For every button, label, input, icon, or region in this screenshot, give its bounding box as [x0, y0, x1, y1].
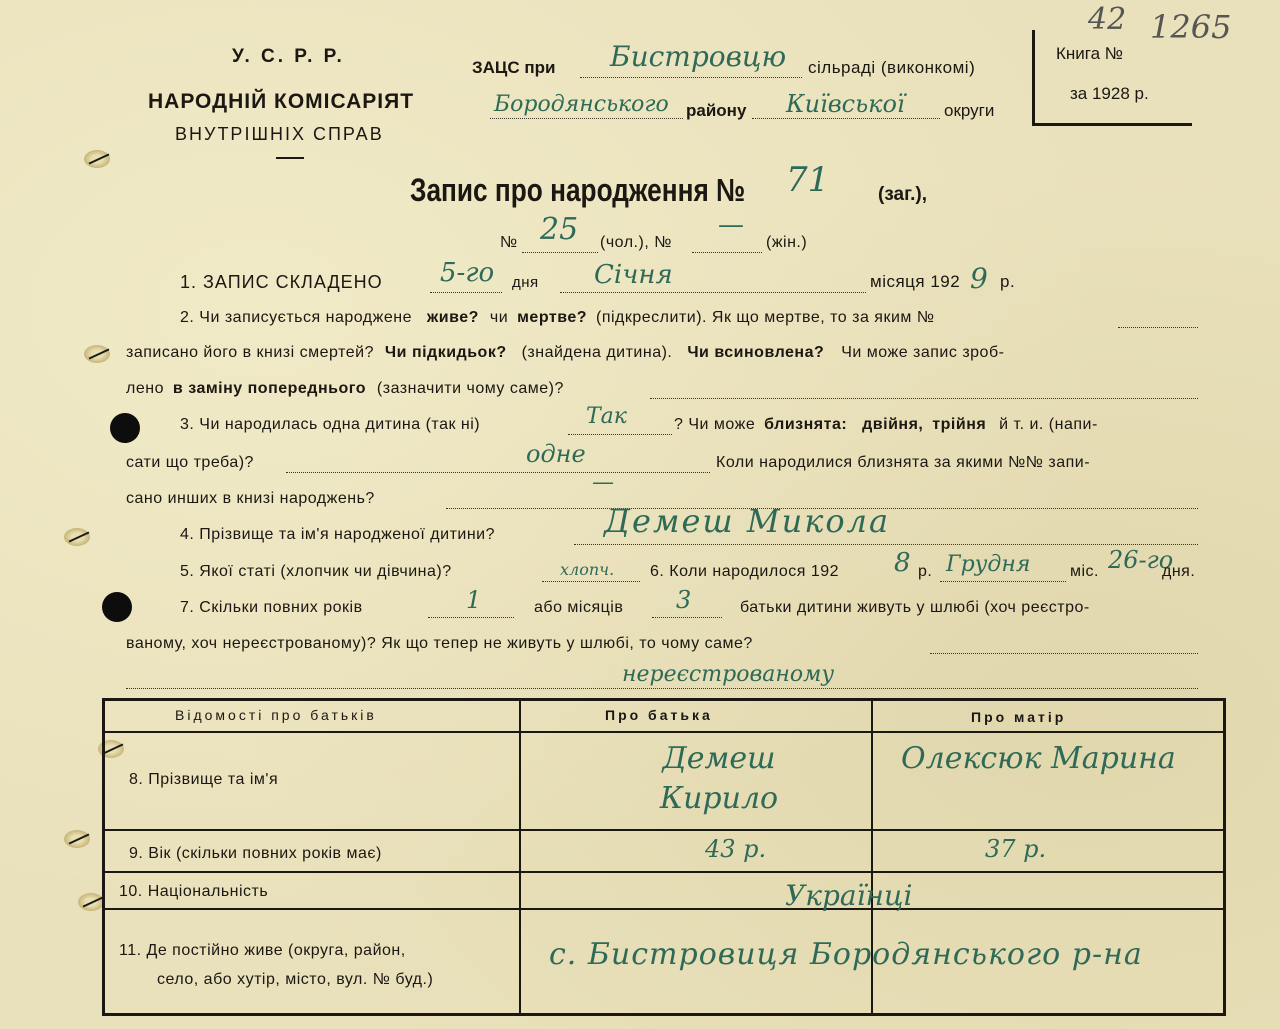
q7-line2: ваному, хоч нереєстрованому)? Як що тепер не живуть у шлюбі, то чому саме?	[126, 635, 753, 652]
q7-label-b: або місяців	[534, 599, 624, 616]
ussr-label: У. С. Р. Р.	[232, 46, 345, 67]
zags-village-line	[580, 77, 802, 78]
q1-day-label: дня	[512, 274, 539, 291]
row-name-label: 8. Прізвище та ім'я	[129, 771, 279, 788]
q2-line2	[126, 344, 1004, 362]
male-label: (чол.), №	[600, 234, 672, 251]
q6-month-value: Грудня	[946, 552, 1031, 577]
table-header-mother: Про матір	[971, 709, 1067, 725]
q7-months-value: 3	[676, 586, 692, 614]
zags-village-value: Бистровцю	[610, 40, 787, 73]
q4-label: 4. Прізвище та ім'я народженої дитини?	[180, 526, 496, 543]
q2-or: чи	[489, 309, 509, 326]
q6-label: 6. Коли народилося 192	[650, 563, 840, 580]
q3-answer1-line	[568, 434, 672, 435]
q7-years-line	[428, 617, 514, 618]
q2-alive: живе?	[426, 309, 479, 326]
paper-tear	[64, 830, 90, 848]
book-number: 1265	[1150, 8, 1232, 46]
q2-foundling: Чи підкидьок?	[384, 344, 507, 361]
q3-answer2-value: одне	[526, 440, 586, 468]
paper-tear	[84, 345, 110, 363]
q7-label-a: 7. Скільки повних років	[180, 599, 363, 616]
record-title: Запис про народження №	[410, 172, 746, 208]
row-age-label: 9. Вік (скільки повних років має)	[129, 845, 382, 862]
punch-hole-top	[110, 413, 140, 443]
archive-number: 42	[1088, 2, 1127, 37]
sub-number-label: №	[500, 234, 518, 251]
q1-label: 1. ЗАПИС СКЛАДЕНО	[180, 272, 383, 292]
q1-day-value: 5-го	[440, 258, 495, 288]
q3-text-3a: сано инших в книзі народжень?	[126, 490, 375, 507]
table-row-divider-1	[105, 829, 1223, 831]
q3-text-2a: сати що треба)?	[126, 454, 254, 471]
q7-months-line	[652, 617, 722, 618]
okrug-label: округи	[944, 101, 995, 120]
q2-text-1b: (підкреслити). Як що мертве, то за яким №	[595, 309, 935, 326]
q3-answer2-line	[286, 472, 710, 473]
q7-answer-line	[126, 688, 1198, 689]
q3-text-1c: й т. и. (напи-	[999, 416, 1098, 433]
district-line	[490, 118, 683, 119]
q2-line3	[126, 380, 564, 398]
q1-year-value: 9	[970, 262, 988, 295]
q3-text-1a: 3. Чи народилась одна дитина (так ні)	[180, 416, 481, 433]
book-label: Книга №	[1056, 44, 1124, 63]
district-label: району	[686, 101, 747, 120]
paper-tear	[84, 150, 110, 168]
okrug-line	[752, 118, 940, 119]
q7-label-c: батьки дитини живуть у шлюбі (хоч реєстро-	[740, 599, 1090, 616]
q6-month-line	[940, 581, 1066, 582]
q6-dnya: дня.	[1162, 563, 1196, 580]
q3-twins: близнята:	[764, 416, 848, 433]
book-year: за 1928 р.	[1070, 84, 1149, 103]
q6-day-value: 26-го	[1108, 546, 1174, 574]
q7-answer-value: нереєстрованому	[622, 662, 835, 687]
table-header-parents: Відомості про батьків	[175, 707, 377, 723]
table-header-father: Про батька	[605, 707, 713, 723]
okrug-value: Київської	[786, 90, 905, 118]
q6-year-value: 8	[894, 548, 911, 578]
paper-tear	[78, 893, 104, 911]
q3-answer3-value: —	[592, 470, 614, 495]
q2-replacement: в заміну попереднього	[172, 380, 366, 397]
q5-answer-line	[542, 581, 640, 582]
q2-line1	[180, 309, 935, 327]
q2-reason-line	[650, 398, 1198, 399]
q1-day-line	[430, 292, 502, 293]
zags-council-label: сільраді (виконкомі)	[808, 58, 976, 77]
q3-three: трійня	[932, 416, 987, 433]
q3-line1-rest	[674, 416, 1098, 434]
female-label: (жін.)	[766, 234, 808, 251]
commissariat-label: НАРОДНІЙ КОМІСАРІЯТ	[148, 90, 415, 113]
table-row-divider-3	[105, 908, 1223, 910]
q7-reason-line	[930, 653, 1198, 654]
q2-text-3b: (зазначити чому саме)?	[376, 380, 564, 397]
q4-answer-line	[574, 544, 1198, 545]
mother-age-value: 37 р.	[985, 835, 1047, 863]
q3-text-2b: Коли народилися близнята за якими №№ запи-	[716, 454, 1091, 471]
q3-answer1-value: Так	[586, 404, 627, 429]
row-nationality-label: 10. Національність	[119, 883, 269, 900]
father-name-value: Демеш Кирило	[659, 741, 779, 816]
parents-table	[102, 698, 1226, 1016]
row-residence-label-1: 11. Де постійно живе (округа, район,	[119, 942, 406, 959]
q7-years-value: 1	[466, 586, 482, 614]
q2-dead: мертве?	[517, 309, 588, 326]
female-number-value: —	[718, 210, 744, 240]
header-divider	[276, 157, 304, 159]
q4-answer-value: Демеш Микола	[604, 502, 891, 540]
paper-tear	[64, 528, 90, 546]
nationality-value: Українці	[785, 879, 913, 912]
q2-text-1a: 2. Чи записується народжене	[180, 309, 412, 326]
residence-value: с. Бистровиця Бородянського р-на	[549, 937, 1143, 972]
q1-month-line	[560, 292, 866, 293]
record-suffix: (заг.),	[878, 184, 927, 205]
q1-month-label: місяця 192	[870, 272, 961, 291]
q2-death-number-line	[1118, 327, 1198, 328]
q3-text-1b: ? Чи може	[674, 416, 756, 433]
male-number-value: 25	[540, 212, 579, 247]
dept-label: ВНУТРІШНІХ СПРАВ	[175, 124, 384, 144]
punch-hole-bottom	[102, 592, 132, 622]
table-row-divider-2	[105, 871, 1223, 873]
q5-answer-value: хлопч.	[560, 560, 615, 579]
row-residence-label-2: село, або хутір, місто, вул. № буд.)	[157, 971, 434, 988]
q1-year-suffix: р.	[1000, 272, 1016, 291]
female-number-line	[692, 252, 762, 253]
q5-label: 5. Якої статі (хлопчик чи дівчина)?	[180, 563, 452, 580]
father-age-value: 43 р.	[705, 835, 767, 863]
q3-two: двійня,	[862, 416, 924, 433]
zags-prefix: ЗАЦС при	[472, 58, 556, 77]
q6-r: р.	[918, 563, 933, 580]
table-col-divider-1	[519, 701, 521, 1013]
q2-text-2c: Чи може запис зроб-	[841, 344, 1005, 361]
q2-text-3a: лено	[126, 380, 164, 397]
q2-text-2b: (знайдена дитина).	[521, 344, 673, 361]
record-number: 71	[786, 160, 830, 200]
mother-name-value: Олексюк Марина	[901, 741, 1176, 776]
table-header-divider	[105, 731, 1223, 733]
male-number-line	[522, 252, 598, 253]
q6-mis: міс.	[1070, 563, 1099, 580]
q2-text-2a: записано його в книзі смертей?	[126, 344, 374, 361]
district-value: Бородянського	[494, 92, 669, 117]
q1-month-value: Січня	[594, 260, 673, 290]
q2-adopted: Чи всиновлена?	[687, 344, 825, 361]
